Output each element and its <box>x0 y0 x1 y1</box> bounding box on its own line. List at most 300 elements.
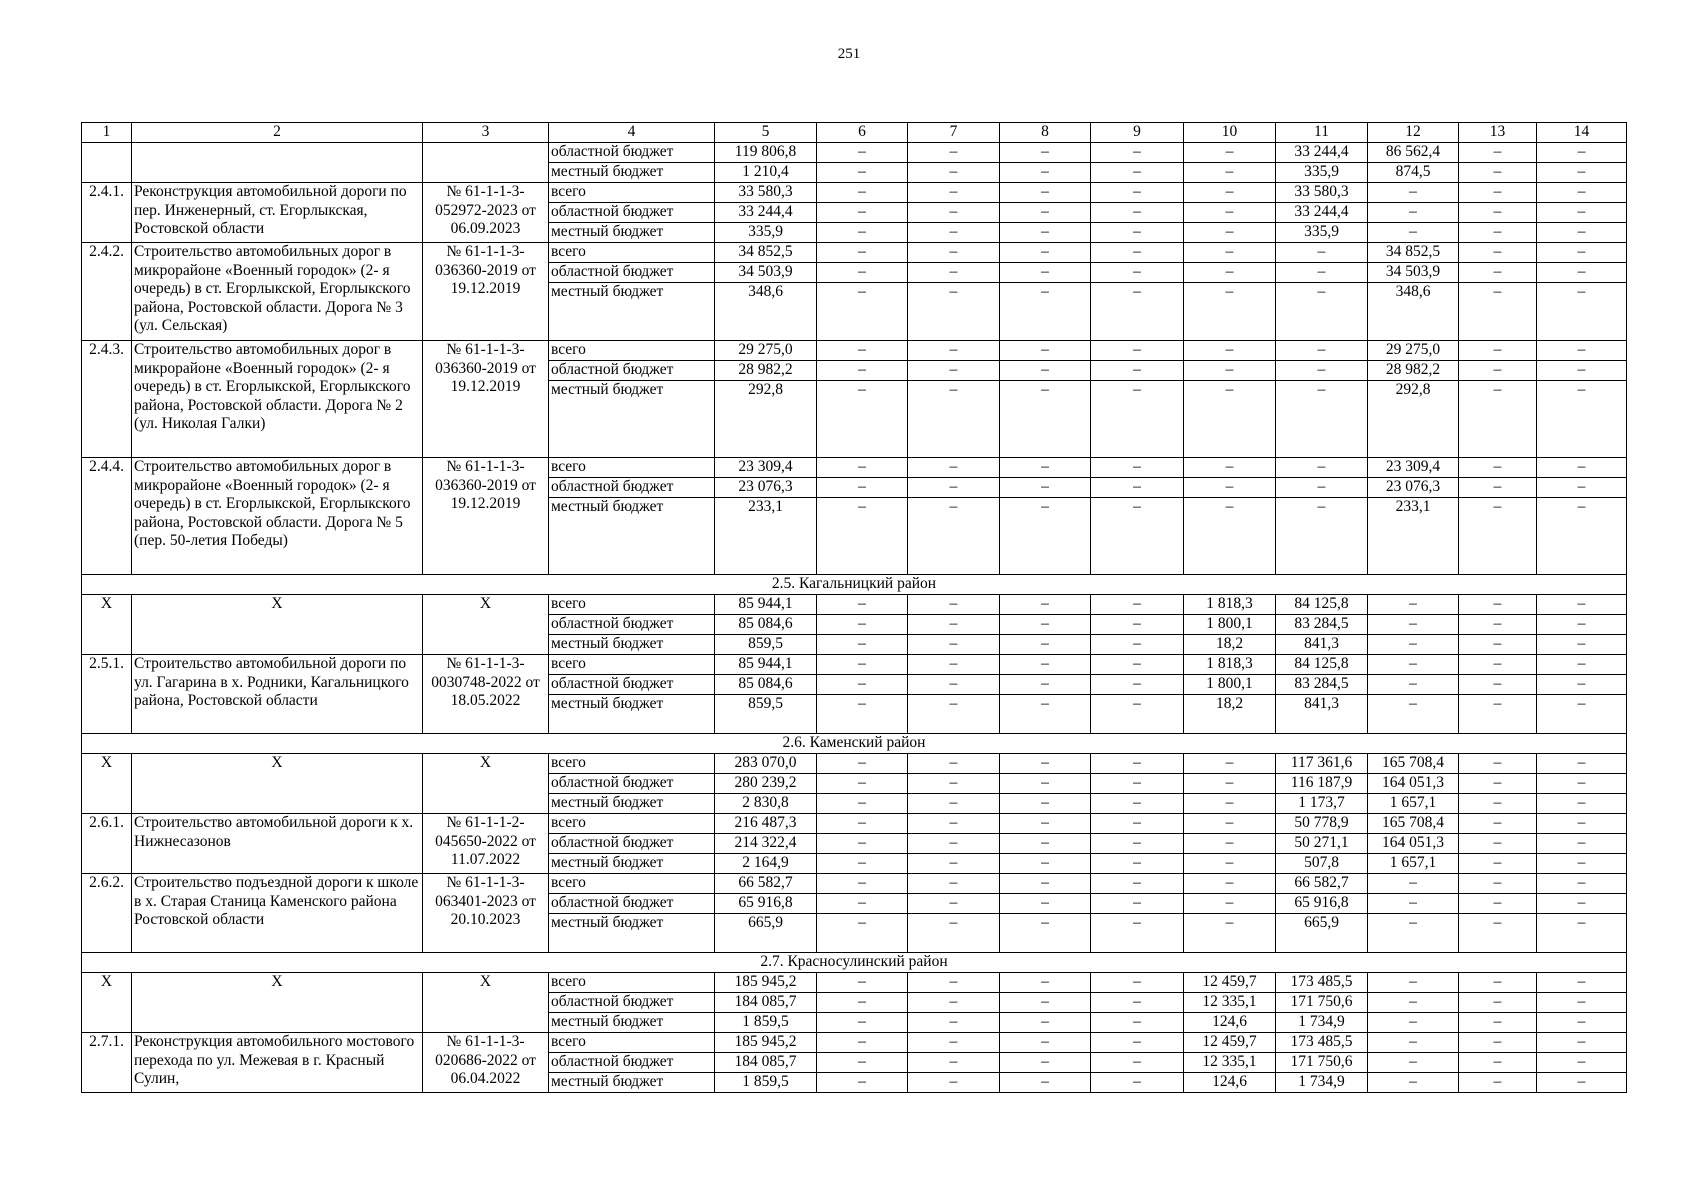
amount-cell: – <box>908 914 1000 953</box>
amount-cell: – <box>1000 615 1091 635</box>
amount-cell: – <box>1276 458 1368 478</box>
amount-cell: 507,8 <box>1276 854 1368 874</box>
amount-cell: – <box>1459 595 1537 615</box>
amount-cell: – <box>908 498 1000 575</box>
amount-cell: – <box>908 243 1000 263</box>
amount-cell: – <box>1537 361 1627 381</box>
amount-cell: – <box>1184 243 1276 263</box>
funding-source: всего <box>549 1033 715 1053</box>
column-number-header: 10 <box>1184 123 1276 143</box>
amount-cell: – <box>817 203 908 223</box>
amount-cell: 292,8 <box>1368 381 1459 458</box>
amount-cell: – <box>1184 854 1276 874</box>
amount-cell: 348,6 <box>1368 283 1459 341</box>
amount-cell: – <box>1000 814 1091 834</box>
amount-cell: – <box>1091 283 1184 341</box>
amount-cell: – <box>1184 223 1276 243</box>
amount-cell: – <box>908 635 1000 655</box>
table-body <box>82 123 1627 1093</box>
amount-cell: – <box>1276 243 1368 263</box>
amount-cell: – <box>817 223 908 243</box>
amount-cell: – <box>908 854 1000 874</box>
amount-cell: – <box>1368 223 1459 243</box>
amount-cell: – <box>1459 341 1537 361</box>
amount-cell: 1 734,9 <box>1276 1073 1368 1093</box>
funding-source: областной бюджет <box>549 993 715 1013</box>
amount-cell: 165 708,4 <box>1368 814 1459 834</box>
amount-cell: – <box>1091 1033 1184 1053</box>
funding-source: местный бюджет <box>549 635 715 655</box>
amount-cell: – <box>908 655 1000 675</box>
amount-cell: – <box>1091 635 1184 655</box>
amount-cell: – <box>1537 814 1627 834</box>
amount-cell: 85 084,6 <box>715 615 817 635</box>
amount-cell: 33 580,3 <box>1276 183 1368 203</box>
amount-cell: – <box>1000 183 1091 203</box>
amount-cell: – <box>1459 655 1537 675</box>
amount-cell: 84 125,8 <box>1276 595 1368 615</box>
amount-cell: – <box>817 814 908 834</box>
item-number: Х <box>82 973 132 1033</box>
amount-cell: – <box>1537 478 1627 498</box>
amount-cell: 841,3 <box>1276 635 1368 655</box>
amount-cell: – <box>1000 754 1091 774</box>
amount-cell: – <box>1000 834 1091 854</box>
amount-cell: 23 309,4 <box>1368 458 1459 478</box>
amount-cell: – <box>1537 993 1627 1013</box>
amount-cell: – <box>1091 993 1184 1013</box>
amount-cell: – <box>1459 223 1537 243</box>
amount-cell: 12 335,1 <box>1184 993 1276 1013</box>
amount-cell: – <box>1537 1013 1627 1033</box>
amount-cell: – <box>1276 361 1368 381</box>
amount-cell: 86 562,4 <box>1368 143 1459 163</box>
amount-cell: 1 800,1 <box>1184 615 1276 635</box>
page-number: 251 <box>837 46 861 62</box>
amount-cell: 18,2 <box>1184 695 1276 734</box>
amount-cell: – <box>1184 283 1276 341</box>
amount-cell: – <box>908 361 1000 381</box>
amount-cell: – <box>1459 1033 1537 1053</box>
amount-cell: – <box>1537 143 1627 163</box>
item-number: 2.7.1. <box>82 1033 132 1093</box>
funding-source: всего <box>549 874 715 894</box>
object-name: Строительство автомобильных дорог в микрорайоне «Военный городок» (2- я очередь) в ст. Егорлыкской, Егорлыкского района, Ростовской области. Дорога № 5 (пер. 50-летия Победы) <box>132 458 423 575</box>
amount-cell: – <box>1459 203 1537 223</box>
amount-cell: – <box>908 794 1000 814</box>
amount-cell: – <box>1091 595 1184 615</box>
item-number: 2.6.1. <box>82 814 132 874</box>
header-row <box>82 123 1627 143</box>
amount-cell: – <box>1537 854 1627 874</box>
amount-cell: – <box>817 361 908 381</box>
amount-cell: – <box>817 183 908 203</box>
amount-cell: – <box>1184 874 1276 894</box>
amount-cell: – <box>1368 635 1459 655</box>
amount-cell: – <box>1184 478 1276 498</box>
funding-source: областной бюджет <box>549 615 715 635</box>
amount-cell: – <box>1184 143 1276 163</box>
amount-cell: – <box>1368 1053 1459 1073</box>
amount-cell: 34 503,9 <box>1368 263 1459 283</box>
amount-cell: – <box>817 595 908 615</box>
amount-cell: – <box>1091 754 1184 774</box>
object-name: Х <box>132 595 423 655</box>
object-name <box>132 143 423 183</box>
expertise-document: № 61-1-1-3-036360-2019 от 19.12.2019 <box>423 243 549 341</box>
amount-cell: – <box>908 1053 1000 1073</box>
funding-source: всего <box>549 814 715 834</box>
amount-cell: – <box>908 1013 1000 1033</box>
amount-cell: – <box>1184 914 1276 953</box>
item-number: 2.4.3. <box>82 341 132 458</box>
expertise-document: № 61-1-1-3-063401-2023 от 20.10.2023 <box>423 874 549 953</box>
amount-cell: – <box>1537 1073 1627 1093</box>
amount-cell: – <box>1537 203 1627 223</box>
amount-cell: – <box>1368 1033 1459 1053</box>
funding-source: областной бюджет <box>549 478 715 498</box>
amount-cell: 1 818,3 <box>1184 595 1276 615</box>
amount-cell: 50 271,1 <box>1276 834 1368 854</box>
table-row <box>82 754 1627 774</box>
amount-cell: – <box>908 458 1000 478</box>
amount-cell: 85 944,1 <box>715 655 817 675</box>
amount-cell: – <box>817 243 908 263</box>
amount-cell: – <box>817 263 908 283</box>
amount-cell: – <box>1000 263 1091 283</box>
amount-cell: – <box>908 381 1000 458</box>
amount-cell: – <box>1091 854 1184 874</box>
amount-cell: 116 187,9 <box>1276 774 1368 794</box>
funding-source: местный бюджет <box>549 283 715 341</box>
amount-cell: 2 830,8 <box>715 794 817 814</box>
amount-cell: – <box>817 794 908 814</box>
amount-cell: – <box>1000 203 1091 223</box>
amount-cell: 1 859,5 <box>715 1013 817 1033</box>
amount-cell: 233,1 <box>715 498 817 575</box>
amount-cell: – <box>1537 341 1627 361</box>
amount-cell: – <box>817 341 908 361</box>
amount-cell: – <box>1459 243 1537 263</box>
amount-cell: – <box>1091 794 1184 814</box>
amount-cell: – <box>908 143 1000 163</box>
amount-cell: – <box>908 1033 1000 1053</box>
item-number: Х <box>82 754 132 814</box>
amount-cell: – <box>1537 774 1627 794</box>
amount-cell: – <box>1091 1013 1184 1033</box>
amount-cell: – <box>817 458 908 478</box>
amount-cell: – <box>908 814 1000 834</box>
column-number-header: 8 <box>1000 123 1091 143</box>
amount-cell: – <box>908 874 1000 894</box>
amount-cell: 1 210,4 <box>715 163 817 183</box>
amount-cell: 164 051,3 <box>1368 774 1459 794</box>
amount-cell: – <box>1459 283 1537 341</box>
amount-cell: – <box>817 478 908 498</box>
amount-cell: – <box>1459 183 1537 203</box>
amount-cell: – <box>908 754 1000 774</box>
amount-cell: – <box>1459 1053 1537 1073</box>
amount-cell: – <box>1091 774 1184 794</box>
amount-cell: – <box>908 675 1000 695</box>
amount-cell: 173 485,5 <box>1276 973 1368 993</box>
amount-cell: 665,9 <box>1276 914 1368 953</box>
section-title: 2.6. Каменский район <box>82 734 1627 754</box>
amount-cell: – <box>1368 615 1459 635</box>
amount-cell: – <box>1000 774 1091 794</box>
column-number-header: 1 <box>82 123 132 143</box>
amount-cell: – <box>1276 341 1368 361</box>
amount-cell: – <box>1184 498 1276 575</box>
amount-cell: 165 708,4 <box>1368 754 1459 774</box>
amount-cell: – <box>1091 183 1184 203</box>
amount-cell: – <box>1000 635 1091 655</box>
amount-cell: – <box>1091 914 1184 953</box>
amount-cell: – <box>817 283 908 341</box>
amount-cell: 283 070,0 <box>715 754 817 774</box>
amount-cell: – <box>1537 794 1627 814</box>
amount-cell: – <box>1537 1033 1627 1053</box>
table-row <box>82 243 1627 263</box>
table-row <box>82 973 1627 993</box>
amount-cell: – <box>1368 894 1459 914</box>
amount-cell: – <box>908 993 1000 1013</box>
funding-source: всего <box>549 458 715 478</box>
amount-cell: 665,9 <box>715 914 817 953</box>
amount-cell: – <box>1184 183 1276 203</box>
amount-cell: – <box>1091 1073 1184 1093</box>
column-number-header: 11 <box>1276 123 1368 143</box>
funding-source: местный бюджет <box>549 914 715 953</box>
amount-cell: 34 852,5 <box>1368 243 1459 263</box>
amount-cell: 184 085,7 <box>715 993 817 1013</box>
amount-cell: – <box>908 283 1000 341</box>
amount-cell: – <box>817 993 908 1013</box>
amount-cell: – <box>1000 655 1091 675</box>
amount-cell: – <box>1459 381 1537 458</box>
amount-cell: – <box>1537 283 1627 341</box>
table-row <box>82 183 1627 203</box>
amount-cell: 23 309,4 <box>715 458 817 478</box>
amount-cell: 171 750,6 <box>1276 993 1368 1013</box>
amount-cell: 12 459,7 <box>1184 1033 1276 1053</box>
amount-cell: – <box>817 1053 908 1073</box>
amount-cell: – <box>1459 794 1537 814</box>
amount-cell: 216 487,3 <box>715 814 817 834</box>
amount-cell: – <box>1459 754 1537 774</box>
amount-cell: 33 244,4 <box>1276 203 1368 223</box>
section-title: 2.5. Кагальницкий район <box>82 575 1627 595</box>
amount-cell: – <box>1537 894 1627 914</box>
amount-cell: – <box>1368 695 1459 734</box>
amount-cell: – <box>1184 834 1276 854</box>
amount-cell: – <box>1091 973 1184 993</box>
amount-cell: – <box>817 675 908 695</box>
amount-cell: – <box>1537 498 1627 575</box>
amount-cell: – <box>1459 1073 1537 1093</box>
amount-cell: – <box>1368 183 1459 203</box>
amount-cell: – <box>908 973 1000 993</box>
item-number: 2.4.2. <box>82 243 132 341</box>
amount-cell: 171 750,6 <box>1276 1053 1368 1073</box>
object-name: Реконструкция автомобильной дороги по пер. Инженерный, ст. Егорлыкская, Ростовской области <box>132 183 423 243</box>
amount-cell: – <box>817 973 908 993</box>
amount-cell: 34 503,9 <box>715 263 817 283</box>
amount-cell: – <box>817 615 908 635</box>
amount-cell: 33 580,3 <box>715 183 817 203</box>
amount-cell: – <box>1091 223 1184 243</box>
amount-cell: – <box>1000 341 1091 361</box>
amount-cell: 335,9 <box>1276 223 1368 243</box>
amount-cell: – <box>1000 993 1091 1013</box>
column-number-header: 12 <box>1368 123 1459 143</box>
column-number-header: 2 <box>132 123 423 143</box>
amount-cell: – <box>908 615 1000 635</box>
column-number-header: 6 <box>817 123 908 143</box>
amount-cell: 214 322,4 <box>715 834 817 854</box>
amount-cell: – <box>908 203 1000 223</box>
amount-cell: – <box>1091 894 1184 914</box>
amount-cell: – <box>1368 1013 1459 1033</box>
amount-cell: – <box>908 774 1000 794</box>
column-number-header: 9 <box>1091 123 1184 143</box>
amount-cell: 33 244,4 <box>715 203 817 223</box>
amount-cell: – <box>1276 283 1368 341</box>
item-number: 2.4.1. <box>82 183 132 243</box>
amount-cell: – <box>1000 894 1091 914</box>
amount-cell: – <box>1000 283 1091 341</box>
amount-cell: 2 164,9 <box>715 854 817 874</box>
amount-cell: – <box>908 1073 1000 1093</box>
amount-cell: – <box>1184 774 1276 794</box>
amount-cell: – <box>1091 163 1184 183</box>
expertise-document: № 61-1-1-3-036360-2019 от 19.12.2019 <box>423 341 549 458</box>
funding-source: местный бюджет <box>549 223 715 243</box>
amount-cell: – <box>1459 894 1537 914</box>
amount-cell: 233,1 <box>1368 498 1459 575</box>
amount-cell: – <box>817 854 908 874</box>
table-row <box>82 814 1627 834</box>
amount-cell: – <box>1184 814 1276 834</box>
expertise-document: № 61-1-1-3-020686-2022 от 06.04.2022 <box>423 1033 549 1093</box>
table-row <box>82 143 1627 163</box>
funding-source: всего <box>549 341 715 361</box>
funding-source: областной бюджет <box>549 143 715 163</box>
amount-cell: – <box>1368 655 1459 675</box>
amount-cell: – <box>1184 341 1276 361</box>
amount-cell: – <box>1000 874 1091 894</box>
amount-cell: – <box>817 874 908 894</box>
amount-cell: – <box>1368 874 1459 894</box>
amount-cell: 34 852,5 <box>715 243 817 263</box>
amount-cell: – <box>1368 973 1459 993</box>
funding-source: областной бюджет <box>549 361 715 381</box>
amount-cell: – <box>1091 675 1184 695</box>
amount-cell: – <box>1000 675 1091 695</box>
column-number-header: 5 <box>715 123 817 143</box>
table-row <box>82 1033 1627 1053</box>
object-name: Строительство автомобильных дорог в микрорайоне «Военный городок» (2- я очередь) в ст. Егорлыкской, Егорлыкского района, Ростовской области. Дорога № 3 (ул. Сельская) <box>132 243 423 341</box>
amount-cell: 85 944,1 <box>715 595 817 615</box>
amount-cell: 12 335,1 <box>1184 1053 1276 1073</box>
amount-cell: – <box>1459 695 1537 734</box>
amount-cell: – <box>908 834 1000 854</box>
amount-cell: – <box>1000 914 1091 953</box>
amount-cell: – <box>817 834 908 854</box>
amount-cell: 1 173,7 <box>1276 794 1368 814</box>
amount-cell: – <box>1184 263 1276 283</box>
amount-cell: – <box>1091 814 1184 834</box>
amount-cell: – <box>1091 203 1184 223</box>
funding-source: всего <box>549 595 715 615</box>
amount-cell: – <box>1091 381 1184 458</box>
amount-cell: – <box>1091 498 1184 575</box>
amount-cell: – <box>1459 1013 1537 1033</box>
amount-cell: – <box>1537 834 1627 854</box>
amount-cell: – <box>1537 655 1627 675</box>
amount-cell: – <box>1537 914 1627 953</box>
amount-cell: 184 085,7 <box>715 1053 817 1073</box>
amount-cell: – <box>817 635 908 655</box>
amount-cell: – <box>908 223 1000 243</box>
amount-cell: 1 859,5 <box>715 1073 817 1093</box>
amount-cell: – <box>1184 894 1276 914</box>
amount-cell: – <box>1459 774 1537 794</box>
amount-cell: – <box>1000 1073 1091 1093</box>
amount-cell: – <box>1537 615 1627 635</box>
funding-source: всего <box>549 243 715 263</box>
amount-cell: 1 657,1 <box>1368 854 1459 874</box>
amount-cell: – <box>1459 163 1537 183</box>
amount-cell: – <box>1000 361 1091 381</box>
amount-cell: – <box>1537 754 1627 774</box>
amount-cell: – <box>1459 675 1537 695</box>
amount-cell: – <box>1091 361 1184 381</box>
amount-cell: 173 485,5 <box>1276 1033 1368 1053</box>
expertise-document: Х <box>423 595 549 655</box>
amount-cell: – <box>1537 263 1627 283</box>
amount-cell: 859,5 <box>715 695 817 734</box>
amount-cell: 841,3 <box>1276 695 1368 734</box>
amount-cell: – <box>817 695 908 734</box>
amount-cell: 335,9 <box>1276 163 1368 183</box>
amount-cell: 185 945,2 <box>715 973 817 993</box>
amount-cell: – <box>1000 478 1091 498</box>
object-name: Х <box>132 754 423 814</box>
budget-table <box>81 122 1627 1093</box>
table-row <box>82 458 1627 478</box>
amount-cell: – <box>1459 874 1537 894</box>
amount-cell: 119 806,8 <box>715 143 817 163</box>
item-number: 2.5.1. <box>82 655 132 734</box>
amount-cell: 1 800,1 <box>1184 675 1276 695</box>
amount-cell: 83 284,5 <box>1276 615 1368 635</box>
amount-cell: 23 076,3 <box>715 478 817 498</box>
amount-cell: 1 818,3 <box>1184 655 1276 675</box>
amount-cell: – <box>1184 203 1276 223</box>
amount-cell: – <box>1459 993 1537 1013</box>
amount-cell: – <box>1000 1033 1091 1053</box>
amount-cell: 1 657,1 <box>1368 794 1459 814</box>
amount-cell: – <box>817 498 908 575</box>
amount-cell: – <box>1459 263 1537 283</box>
amount-cell: 66 582,7 <box>1276 874 1368 894</box>
section-title: 2.7. Красносулинский район <box>82 953 1627 973</box>
expertise-document: Х <box>423 754 549 814</box>
amount-cell: – <box>817 381 908 458</box>
amount-cell: 292,8 <box>715 381 817 458</box>
amount-cell: – <box>1000 1053 1091 1073</box>
